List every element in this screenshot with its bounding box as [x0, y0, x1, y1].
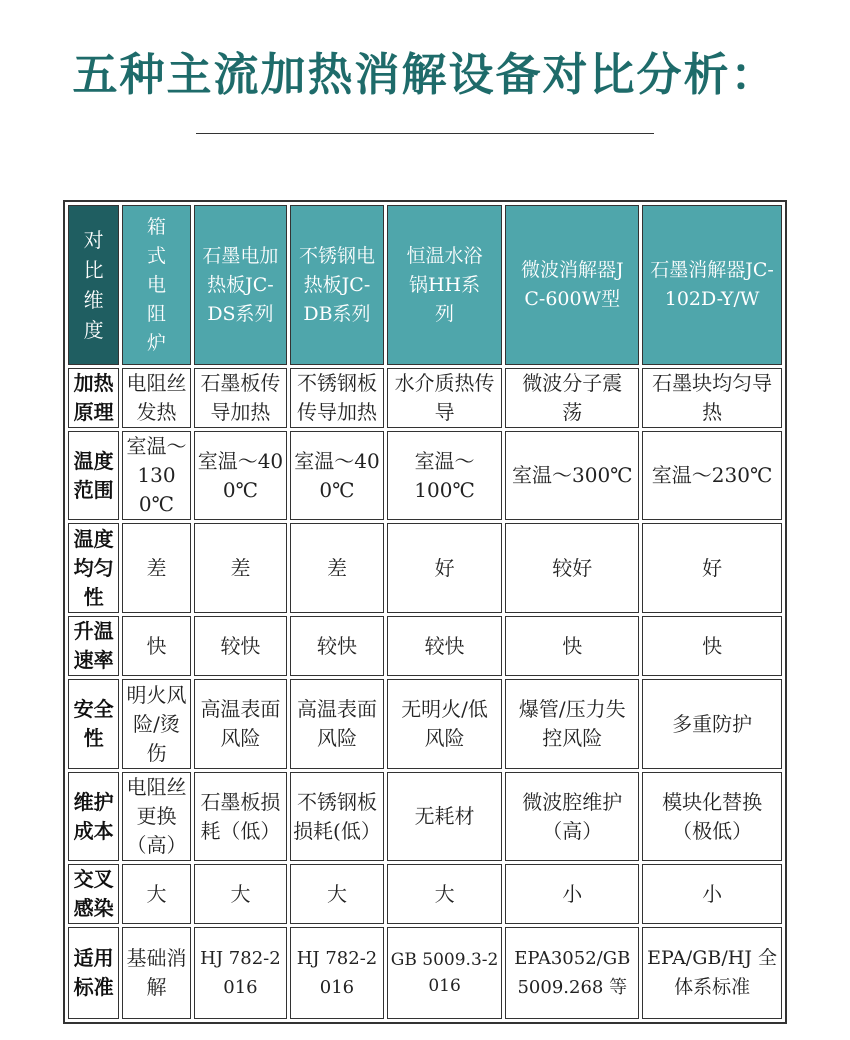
row-label: 温度均匀性	[68, 523, 119, 613]
header-col-6: 石墨消解器JC-102D-Y/W	[642, 205, 782, 365]
table-cell: 多重防护	[642, 679, 782, 769]
table-cell: 无耗材	[387, 772, 503, 861]
table-cell: 室温～400℃	[290, 431, 384, 520]
header-col-5: 微波消解器JC-600W型	[505, 205, 639, 365]
table-cell: 较快	[194, 616, 288, 676]
table-cell: 好	[387, 523, 503, 613]
table-cell: 差	[122, 523, 190, 613]
table-row	[68, 431, 782, 520]
table-cell: EPA3052/GB 5009.268 等	[505, 927, 639, 1019]
table-cell: 无明火/低风险	[387, 679, 503, 769]
table-cell: 室温～400℃	[194, 431, 288, 520]
table-cell: 高温表面风险	[194, 679, 288, 769]
table-cell: 快	[505, 616, 639, 676]
table-cell: 微波腔维护（高）	[505, 772, 639, 861]
row-label: 交叉感染	[68, 864, 119, 924]
table-cell: 不锈钢板损耗(低）	[290, 772, 384, 861]
table-cell: 好	[642, 523, 782, 613]
table-cell: 电阻丝发热	[122, 368, 190, 428]
table-cell: 室温～230℃	[642, 431, 782, 520]
row-label: 加热原理	[68, 368, 119, 428]
table-cell: GB 5009.3-2016	[387, 927, 503, 1019]
row-label: 安全性	[68, 679, 119, 769]
table-cell: 基础消解	[122, 927, 190, 1019]
table-cell: 大	[387, 864, 503, 924]
table-cell: 室温～1300℃	[122, 431, 190, 520]
table-cell: 快	[642, 616, 782, 676]
table-row	[68, 616, 782, 676]
table-cell: HJ 782-2016	[194, 927, 288, 1019]
header-col-3: 不锈钢电热板JC-DB系列	[290, 205, 384, 365]
table-cell: 爆管/压力失控风险	[505, 679, 639, 769]
table-cell: 不锈钢板传导加热	[290, 368, 384, 428]
table-cell: 小	[642, 864, 782, 924]
table-cell: 石墨块均匀导热	[642, 368, 782, 428]
table-cell: 较快	[387, 616, 503, 676]
row-label: 升温速率	[68, 616, 119, 676]
table-cell: 较好	[505, 523, 639, 613]
header-col-4: 恒温水浴锅HH系列	[387, 205, 503, 365]
header-row	[68, 205, 782, 365]
table-cell: EPA/GB/HJ 全体系标准	[642, 927, 782, 1019]
table-cell: 大	[290, 864, 384, 924]
table-row	[68, 679, 782, 769]
table-cell: 较快	[290, 616, 384, 676]
table-cell: 水介质热传导	[387, 368, 503, 428]
table-cell: 室温～100℃	[387, 431, 503, 520]
table-row	[68, 772, 782, 861]
table-cell: 室温～300℃	[505, 431, 639, 520]
row-label: 维护成本	[68, 772, 119, 861]
comparison-table	[63, 200, 787, 1024]
table-cell: 差	[194, 523, 288, 613]
page-title: 五种主流加热消解设备对比分析：	[72, 48, 778, 101]
table-row	[68, 368, 782, 428]
table-cell: 石墨板传导加热	[194, 368, 288, 428]
table-cell: 高温表面风险	[290, 679, 384, 769]
table-row	[68, 927, 782, 1019]
table-row	[68, 523, 782, 613]
table-cell: HJ 782-2016	[290, 927, 384, 1019]
table-cell: 快	[122, 616, 190, 676]
header-col-1: 箱式电阻炉	[122, 205, 190, 365]
table-row	[68, 864, 782, 924]
table-cell: 石墨板损耗（低）	[194, 772, 288, 861]
table-cell: 明火风险/烫伤	[122, 679, 190, 769]
title-divider	[196, 133, 654, 134]
table-cell: 差	[290, 523, 384, 613]
table-cell: 电阻丝更换（高）	[122, 772, 190, 861]
table-cell: 小	[505, 864, 639, 924]
table-cell: 模块化替换（极低）	[642, 772, 782, 861]
row-label: 适用标准	[68, 927, 119, 1019]
table-cell: 大	[122, 864, 190, 924]
header-col-2: 石墨电加热板JC-DS系列	[194, 205, 288, 365]
header-corner: 对比维度	[68, 205, 119, 365]
table-cell: 微波分子震荡	[505, 368, 639, 428]
row-label: 温度范围	[68, 431, 119, 520]
table-cell: 大	[194, 864, 288, 924]
